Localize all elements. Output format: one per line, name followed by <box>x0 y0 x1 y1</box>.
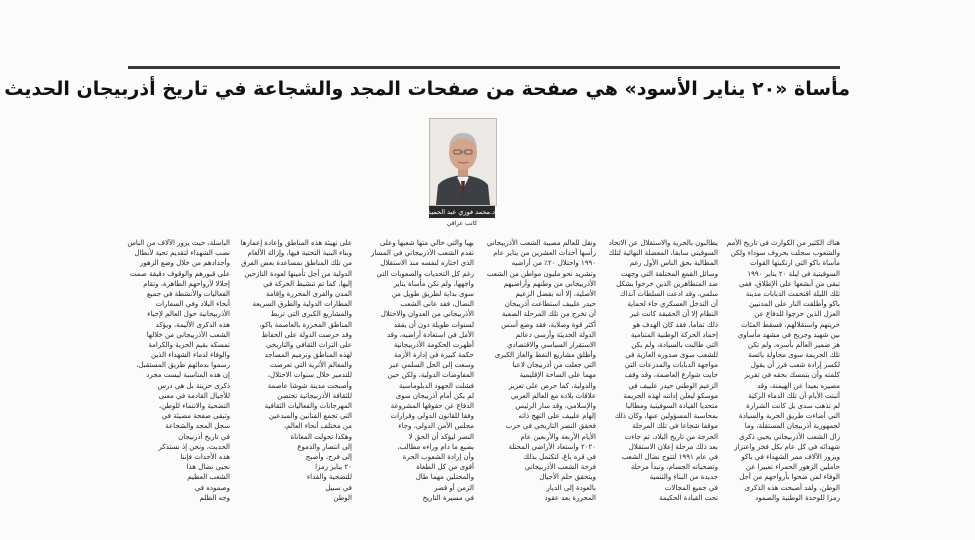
column-text-line: لسنوات طويلة دون أن يفقد <box>393 320 474 329</box>
column-text-line: للشعب سوى صدوره العارية في <box>625 351 718 360</box>
column-text-line: الباسلة، حيث يزور الآلاف من الناس <box>127 239 230 247</box>
column-text-line: بعد ذلك مرحلة إعلان الاستقلال <box>628 442 718 451</box>
column-text-line: مصيره بعيدا عن الهيمنة، وقد <box>757 381 840 390</box>
column-text-line: الشعب الأذربيجاني من خلالها <box>146 330 230 339</box>
column-text-line: تلك الجريمة سوى محاولة يائسة <box>748 351 840 360</box>
column-text-line: كلمته وأن يتمسك بحقه في تقرير <box>744 371 840 380</box>
column-text-line: جديدة من البناء والتنمية <box>649 473 718 482</box>
article-body <box>120 238 840 510</box>
column-text-line: التي جعلت من أذربيجان لاعبا <box>512 361 596 370</box>
column-text-line: بهيا والتي حالي متها شعبها وعلى <box>379 239 474 247</box>
article-column-3 <box>486 238 596 510</box>
column-text-line: للثقافة الأذربيجانية تحتضن <box>277 391 352 400</box>
column-text-line: أثبتت الأيام أن تلك الدماء الزكية <box>748 391 840 400</box>
column-text-line: ونقل للعالم مصيبة الشعب الأذربيجاني <box>486 239 596 247</box>
column-text-line: المطارات الدولية والطرق السريعة <box>252 300 352 309</box>
column-text-line: رغم كل التحديات والصعوبات التي <box>376 269 474 278</box>
column-text-line: وأطلق مشاريع النفط والغاز الكبرى <box>494 351 596 360</box>
column-text-line: وهكذا تحولت المعاناة <box>290 432 352 441</box>
column-text-line: ٢٠٢٠ واستعاد الأراضي المحتلة <box>508 442 596 451</box>
column-text-line: موقفا شجاعا في تلك المرحلة <box>632 422 718 431</box>
column-text-line: وفقا للقانون الدولي وقرارات <box>390 412 474 421</box>
column-text-line: تلك الليلة اقتحمت الدبابات مدينة <box>745 289 840 298</box>
column-text-line: ٢٠ يناير رمزا <box>315 463 352 472</box>
article-column-4 <box>364 238 474 510</box>
column-text-line: التي أضاءت طريق الحرية والسيادة <box>739 412 840 421</box>
article-column-1 <box>726 238 840 510</box>
column-text-line: وقد حرصت الدولة على الحفاظ <box>261 330 352 339</box>
column-text-line: وجه الظلم <box>199 493 230 502</box>
column-text-line: الدولة الحديثة وأرسى دعائم <box>515 330 596 339</box>
column-text-line: حيدر علييف استطاعت أذربيجان <box>504 300 596 309</box>
column-text-line: النظام إلا أن الحقيقة كانت غير <box>629 310 718 319</box>
column-text-line: في جميع المجالات <box>664 483 718 492</box>
column-text-line: إن هذه المناسبة ليست مجرد <box>146 371 230 380</box>
column-text-line: باكو وأطلقت النار على المدنيين <box>749 300 840 309</box>
column-text-line: حكمة كبيرة في إدارة الأزمة <box>393 351 474 360</box>
author-photo <box>429 118 497 206</box>
column-text-line: علاقات بلاده مع العالم العربي <box>510 391 596 400</box>
column-text-line: في سبيل <box>325 483 352 492</box>
column-text-line: وتشريد نحو مليون مواطن من الشعب <box>486 269 596 278</box>
column-text-line: وتضحياته الجسام، وتبدأ مرحلة <box>630 463 718 472</box>
column-text-line: لم يكن أمام أذربيجان سوى <box>395 391 474 400</box>
column-text-line: وأجدادهم من خلال وضع الزهور <box>140 259 230 268</box>
column-text-line: التضحية والانتماء للوطن، <box>158 402 230 410</box>
column-text-line: للأجيال القادمة في معنى <box>158 391 230 400</box>
column-text-line: المفاوضات الدولية، ولكن حين <box>387 371 474 380</box>
column-text-line: هذه الذكرى الأليمة، ويؤكد <box>155 320 230 329</box>
column-text-line: بالعودة إلى الديار <box>546 483 596 492</box>
column-text-line: إليها، كما تم تنشيط الحركة في <box>263 279 352 288</box>
column-text-line: الزعيم الوطني حيدر علييف في <box>628 381 718 390</box>
column-text-line: الاستقرار السياسي والاقتصادي <box>507 340 596 349</box>
column-text-line: والوفاء لدماء الشهداء الذين <box>151 351 230 360</box>
top-rule-divider <box>128 66 840 69</box>
column-text-line: وأن إرادة الشعوب الحرة <box>402 452 474 461</box>
column-text-line: على تهيئة هذه المناطق وإعادة إعمارها <box>240 239 352 247</box>
column-text-line: يطالبون بالحرية والاستقلال عن الاتحاد <box>608 239 718 247</box>
column-text-line: سجل المجد والشجاعة <box>165 422 230 431</box>
column-text-line: والمحتلين مهما طال <box>415 473 474 482</box>
column-text-line: الأيام الأربعة والأربعين عام <box>520 432 596 441</box>
column-text-line: السوفيتي سابقا، المعضلة النهائية لتلك <box>608 249 718 258</box>
column-text-line: واجهها، ولم تكن مأساة يناير <box>393 279 474 288</box>
column-text-line: الحرجة من تاريخ البلاد، ثم جاءت <box>624 432 718 441</box>
column-text-line: والمشاريع الكبرى التي تربط <box>270 310 352 319</box>
column-text-line: والإسلامي، وقد سار الرئيس <box>515 402 596 410</box>
column-text-line: إلى انتصار والدموع <box>297 442 352 451</box>
column-text-line: الوطن، ولقد أصبحت هذه الذكرى <box>744 483 840 492</box>
column-text-line: متحديا القيادة السوفيتية ومطالبا <box>625 402 718 410</box>
column-text-line: يضيع ما دام وراءه مطالب، <box>397 442 474 451</box>
column-text-line: والشعوب سجلت بحروف سوداء ولكن <box>730 249 840 258</box>
column-text-line: التي تجمع الفنانين والمبدعين <box>268 412 352 421</box>
column-text-line: وبناء البنية التحتية فيها، وإزالة الألغام <box>247 249 352 258</box>
column-text-line: نصب الشهداء لتقديم تحية لأبطال <box>134 249 230 258</box>
author-portrait <box>430 119 496 205</box>
column-text-line: هناك الكثير من الكوارث في تاريخ الأمم <box>726 239 840 247</box>
column-text-line: وتبقى صفحة مضيئة في <box>161 412 230 421</box>
column-text-line: من مختلف أنحاء العالم، <box>283 422 352 431</box>
column-text-line: الأصلية، إلا أنه بفضل الزعيم <box>515 289 596 298</box>
column-text-line: أن تخرج من تلك المرحلة الصعبة <box>501 310 596 319</box>
article-column-5 <box>242 238 352 510</box>
column-text-line: وسائل القمع المختلفة التي وجهت <box>620 269 718 278</box>
column-text-line: أقوى من كل الطغاة <box>416 463 474 472</box>
column-text-line: هذه الأحداث فإننا <box>180 452 230 461</box>
column-text-line: المحررة بعد عقود <box>544 493 596 502</box>
column-text-line: الدفاع عن حقوقها المشروعة <box>390 402 474 410</box>
column-text-line: إجلالا لأرواحهم الطاهرة، وتقام <box>143 279 230 288</box>
column-text-line: المطالبة بحق الناس الأول رغم <box>629 259 718 268</box>
article-headline: مأساة «٢٠ يناير الأسود» هي صفحة من صفحات المجد والشجاعة في تاريخ أذربيجان الحديث <box>4 78 850 100</box>
column-text-line: الأذربيجانية حول العالم لإحياء <box>147 310 230 319</box>
column-text-line: المهرجانات والفعاليات الثقافية <box>264 402 352 410</box>
column-text-line: زال الشعب الأذربيجاني يحيي ذكرى <box>738 432 840 441</box>
column-text-line: ذكرى حزينة بل هي درس <box>157 381 230 390</box>
article-column-6 <box>120 238 230 510</box>
column-text-line: على قبورهم والوقوف دقيقة صمت <box>129 269 230 278</box>
column-text-line: الوطن <box>333 493 352 502</box>
column-text-line: فرحة الشعب الأذربيجاني <box>524 463 596 472</box>
column-text-line: بمحاسبة المسؤولين عنها، وكان ذلك <box>614 412 718 421</box>
column-text-line: مأساة باكو التي ارتكبتها القوات <box>750 259 840 268</box>
column-text-line: تمسكه بقيم الحرية والكرامة <box>148 340 230 349</box>
column-text-line: النضال، فقد عانى الشعب <box>400 300 474 309</box>
column-text-line: في قره باغ، لتكتمل بذلك <box>523 452 596 461</box>
column-text-line: لجمهورية أذربيجان المستقلة، وما <box>744 422 840 431</box>
column-text-line: وأصبحت مدينة شوشا عاصمة <box>267 381 352 390</box>
column-text-line: مواجهة الدبابات والمدرعات التي <box>624 361 718 370</box>
column-text-line: الوفاء لمن ضحوا بأرواحهم من أجل <box>739 473 840 482</box>
column-text-line: في عام ١٩٩١ لتتوج نضال الشعب <box>621 452 718 461</box>
column-text-line: لكسر إرادة شعب قرر أن يقول <box>750 361 840 370</box>
article-column-2 <box>608 238 718 510</box>
column-text-line: حريتهم واستقلالهم، فسقط المئات <box>741 320 840 329</box>
column-text-line: المدن والقرى المحررة وإقامة <box>266 289 352 298</box>
column-text-line: والمعالم الأثرية التي تعرضت <box>270 361 352 370</box>
column-text-line: في تاريخ أذربيجان <box>178 432 230 441</box>
column-text-line: أظهرت الحكومة الأذربيجانية <box>393 340 474 349</box>
column-text-line: جابت شوارع العاصمة، وقد وقف <box>624 371 718 380</box>
column-text-line: وسعت إلى الحل السلمي عبر <box>389 361 474 370</box>
column-text-line: فحقق النصر التاريخي في حرب <box>505 422 596 431</box>
column-text-line: تحت القيادة الحكيمة <box>659 493 718 502</box>
column-text-line: ضد المتظاهرين الذين خرجوا بشكل <box>616 279 718 288</box>
column-text-line: الذي اختاره لنفسه منذ الاستقلال <box>380 259 474 268</box>
column-text-line: والدولية، كما حرص على تعزيز <box>508 381 596 390</box>
column-text-line: فشلت الجهود الدبلوماسية <box>398 381 474 390</box>
column-text-line: الدولية من أجل تأمينها لعودة النازحين <box>244 269 352 278</box>
column-text-line: ١٩٩٠ واحتلال ٢٠٪ من أراضيه <box>511 259 596 268</box>
column-text-line: للتضحية والفداء <box>306 473 352 482</box>
column-text-line: تبقى من أبشعها على الإطلاق، ففي <box>739 279 840 288</box>
column-text-line: هز ضمير العالم بأسره، ولم تكن <box>747 340 840 349</box>
column-text-line: حاملين الزهور الحمراء تعبيرا عن <box>745 463 840 472</box>
column-text-line: في مسيرة التاريخ <box>422 493 474 502</box>
column-text-line: أكثر قوة وصلابة، فقد وضع أسس <box>501 320 596 329</box>
column-text-line: النصر ليؤكد أن الحق لا <box>408 432 474 441</box>
column-text-line: رأسها أحداث العشرين من يناير عام <box>493 249 596 258</box>
column-text-line: المناطق المحررة بالعاصمة باكو، <box>259 320 352 329</box>
column-text-line: رسموا بدمائهم طريق المستقبل، <box>136 361 230 370</box>
column-text-line: شهدائه في كل عام بكل فخر واعتزاز <box>734 442 840 451</box>
author-role: كاتب عراقي <box>446 220 478 227</box>
column-text-line: العزل الذين خرجوا للدفاع عن <box>754 310 840 319</box>
column-text-line: بين شهيد وجريح في مشهد مأساوي <box>737 330 840 339</box>
column-text-line: الفعاليات والأنشطة في جميع <box>146 289 230 298</box>
column-text-line: تقدم الشعب الأذربيجاني في المسار <box>371 249 474 258</box>
column-text-line: الأمل في استعادة أراضيه، وقد <box>386 330 474 339</box>
column-text-line: إخماد الحركة الوطنية المتنامية <box>630 330 718 339</box>
column-text-line: مجلس الأمن الدولي، وجاء <box>398 422 474 431</box>
column-text-line: ذلك تماما، فقد كان الهدف هو <box>632 320 718 329</box>
column-text-line: الأذربيجاني من العدوان والاحتلال <box>380 310 474 319</box>
column-text-line: نحيي نضال هذا <box>186 463 230 472</box>
column-text-line: سوى بداية لطريق طويل من <box>391 289 474 298</box>
column-text-line: لهذه المناطق وترميم المساجد <box>264 351 352 360</box>
column-text-line: ويتحقق حلم الأجيال <box>539 473 596 482</box>
column-text-line: الزمن أو قصر <box>433 483 474 492</box>
column-text-line: أن التدخل العسكري جاء لحماية <box>627 300 718 309</box>
column-text-line: موسكو ليعلن إدانته لهذه الجريمة <box>623 391 718 400</box>
column-text-line: على التراث الثقافي والتاريخي <box>265 340 352 349</box>
column-text-line: ويزور الآلاف ممر الشهداء في باكو <box>741 452 840 461</box>
column-text-line: مهما على الساحة الإقليمية <box>519 371 596 380</box>
column-text-line: لم تذهب سدى بل كانت الشرارة <box>746 402 840 410</box>
column-text-line: أنحاء البلاد وفي السفارات <box>155 300 230 309</box>
column-text-line: من تلك المناطق بمساعدة بعض الفرق <box>241 259 352 268</box>
column-text-line: الشعب العظيم <box>187 473 230 482</box>
column-text-line: إلهام علييف على النهج ذاته <box>518 412 596 421</box>
author-name: د.محمد فوزي عبد الحميد <box>427 208 495 216</box>
column-text-line: وصموده في <box>194 483 230 492</box>
column-text-line: السوفيتية في ليلة ٢٠ يناير ١٩٩٠ <box>747 269 840 278</box>
column-text-line: التي طالبت بالسيادة، ولم يكن <box>631 340 718 349</box>
column-text-line: الحديث، ونحن إذ نستذكر <box>158 442 230 451</box>
column-text-line: سلمي، وقد ادعت السلطات آنذاك <box>619 289 718 298</box>
column-text-line: للتدمير خلال سنوات الاحتلال، <box>267 371 352 380</box>
column-text-line: الأذربيجاني من وطنهم وأراضيهم <box>503 279 596 288</box>
column-text-line: رمزا للوحدة الوطنية والصمود <box>755 493 840 502</box>
author-block <box>429 118 495 230</box>
column-text-line: إلى فرح، وأصبح <box>305 452 352 461</box>
